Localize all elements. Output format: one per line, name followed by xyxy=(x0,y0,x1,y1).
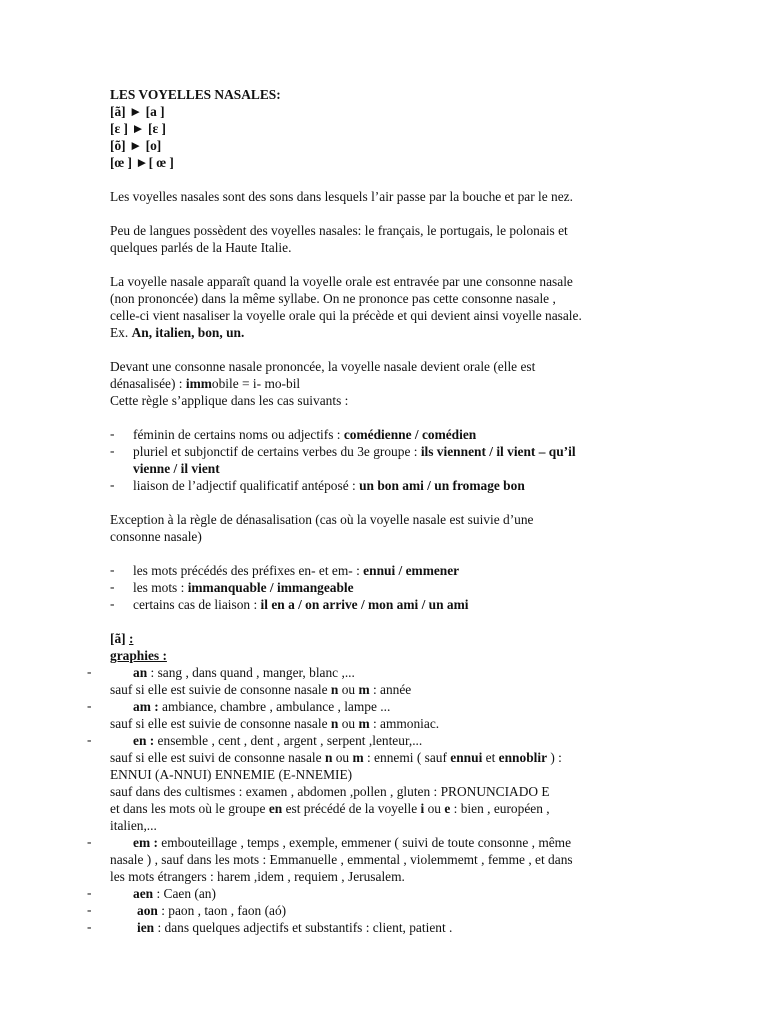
bullet-dash: - xyxy=(87,834,92,849)
graphie-label: am : xyxy=(133,699,159,714)
paragraph-line: nasale ) , sauf dans les mots : Emmanuelle , emmental , violemmemt , femme , et dans xyxy=(110,852,573,867)
graphie-item xyxy=(133,834,571,851)
section-heading xyxy=(110,630,133,647)
example-words: il en a / on arrive / mon ami / un ami xyxy=(260,597,469,612)
bullet-dash: - xyxy=(110,596,115,611)
paragraph-line: Exception à la règle de dénasalisation (cas où la voyelle nasale est suivie d’une xyxy=(110,512,534,527)
paragraph-line xyxy=(110,375,300,392)
example-label: Ex. xyxy=(110,325,132,340)
letter: e xyxy=(444,801,451,816)
text: ou xyxy=(332,750,353,765)
letter: m xyxy=(358,682,370,697)
letter: m xyxy=(358,716,370,731)
text: : année xyxy=(369,682,412,697)
text: les mots : xyxy=(133,580,188,595)
text: féminin de certains noms ou adjectifs : xyxy=(133,427,344,442)
paragraph-line: quelques parlés de la Haute Italie. xyxy=(110,240,292,255)
paragraph-line: celle-ci vient nasaliser la voyelle orale qui la précède et qui devient ainsi voyelle nasale. xyxy=(110,308,582,323)
exception-line xyxy=(110,715,439,732)
text: et xyxy=(482,750,499,765)
exception-line xyxy=(110,749,562,766)
exception-line: ENNUI (A-NNUI) ENNEMIE (E-NNEMIE) xyxy=(110,767,353,782)
example-words: An, italien, bon, un. xyxy=(131,325,245,340)
graphie-label: aen xyxy=(133,886,154,901)
graphie-item xyxy=(133,885,216,902)
graphie-item xyxy=(133,664,355,681)
graphie-label: em : xyxy=(133,835,158,850)
text: : bien , européen , xyxy=(450,801,550,816)
graphies-heading: graphies : xyxy=(110,648,167,663)
oral-vowel: [ɛ ] xyxy=(147,121,166,136)
text: ou xyxy=(424,801,445,816)
text: ou xyxy=(338,716,359,731)
bullet-dash: - xyxy=(110,579,115,594)
text: sauf si elle est suivie de consonne nasale xyxy=(110,682,331,697)
nasal-vowel: [œ ] xyxy=(110,155,132,170)
bullet-dash: - xyxy=(87,902,92,917)
text: pluriel et subjonctif de certains verbes du 3e groupe : xyxy=(133,444,421,459)
paragraph-line: Cette règle s’applique dans les cas suivants : xyxy=(110,393,349,408)
graphie-label: en : xyxy=(133,733,155,748)
graphie-item xyxy=(137,902,286,919)
text: : dans quelques adjectifs et substantifs : client, patient . xyxy=(154,920,453,935)
nasal-vowel: [ɛ ] xyxy=(110,121,128,136)
nasal-vowel: [õ] xyxy=(110,138,126,153)
arrow-icon: ► xyxy=(135,155,149,170)
text: : ammoniac. xyxy=(369,716,440,731)
text: : paon , taon , faon (aó) xyxy=(157,903,287,918)
vowel-pair xyxy=(110,154,174,171)
example-words: ennui / emmener xyxy=(363,563,460,578)
arrow-icon: ► xyxy=(131,121,145,136)
letter: n xyxy=(324,750,333,765)
exception-line xyxy=(110,800,550,817)
exception-line: sauf dans des cultismes : examen , abdomen ,pollen , gluten : PRONUNCIADO E xyxy=(110,784,550,799)
text: : ennemi ( sauf xyxy=(363,750,451,765)
bullet-dash: - xyxy=(87,732,92,747)
text: ensemble , cent , dent , argent , serpent ,lenteur,... xyxy=(154,733,423,748)
page-title: LES VOYELLES NASALES: xyxy=(110,87,281,102)
vowel-pair xyxy=(110,103,165,120)
paragraph: Les voyelles nasales sont des sons dans lesquels l’air passe par la bouche et par le nez. xyxy=(110,189,573,204)
letter: i xyxy=(420,801,425,816)
bullet-dash: - xyxy=(110,562,115,577)
text: ou xyxy=(338,682,359,697)
text: sauf si elle est suivi de consonne nasale xyxy=(110,750,325,765)
graphie-item xyxy=(137,919,452,936)
exception-line: italien,... xyxy=(110,818,157,833)
oral-vowel: [ œ ] xyxy=(148,155,174,170)
section-colon: : xyxy=(128,631,134,646)
list-item xyxy=(133,596,468,613)
paragraph-line: (non prononcée) dans la même syllabe. On ne prononce pas cette consonne nasale , xyxy=(110,291,556,306)
paragraph-line: Peu de langues possèdent des voyelles nasales: le français, le portugais, le polonais et xyxy=(110,223,568,238)
example-word: ennui xyxy=(450,750,483,765)
letter: n xyxy=(330,682,339,697)
vowel-pair xyxy=(110,137,161,154)
graphie-label: an xyxy=(133,665,148,680)
oral-vowel: [a ] xyxy=(145,104,165,119)
text: ) : xyxy=(547,750,562,765)
paragraph-line: les mots étrangers : harem ,idem , requiem , Jerusalem. xyxy=(110,869,405,884)
text: sauf si elle est suivie de consonne nasale xyxy=(110,716,331,731)
nasal-vowel: [ã] xyxy=(110,104,126,119)
bullet-dash: - xyxy=(110,477,115,492)
list-item xyxy=(133,579,354,596)
bold-letters: imm xyxy=(185,376,212,391)
graphie-label: ien xyxy=(137,920,155,935)
list-item xyxy=(133,426,476,443)
text: liaison de l’adjectif qualificatif antéposé : xyxy=(133,478,360,493)
graphie-item xyxy=(133,698,390,715)
list-item xyxy=(133,477,525,494)
example-words: comédienne / comédien xyxy=(343,427,477,442)
bullet-dash: - xyxy=(87,698,92,713)
graphie-item xyxy=(133,732,422,749)
list-item-continued: vienne / il vient xyxy=(133,461,220,476)
text: : sang , dans quand , manger, blanc ,... xyxy=(147,665,355,680)
graphie-label: aon xyxy=(137,903,158,918)
paragraph-line: Devant une consonne nasale prononcée, la voyelle nasale devient orale (elle est xyxy=(110,359,536,374)
letter: m xyxy=(352,750,364,765)
paragraph-line: La voyelle nasale apparaît quand la voyelle orale est entravée par une consonne nasale xyxy=(110,274,573,289)
arrow-icon: ► xyxy=(128,138,143,153)
vowel-pair xyxy=(110,120,166,137)
oral-vowel: [o] xyxy=(145,138,162,153)
bullet-dash: - xyxy=(87,885,92,900)
example-words: immanquable / immangeable xyxy=(187,580,354,595)
example-word: ennoblir xyxy=(498,750,548,765)
list-item xyxy=(133,443,576,460)
text: dénasalisée) : xyxy=(110,376,186,391)
example-words: ils viennent / il vient – qu’il xyxy=(420,444,576,459)
bullet-dash: - xyxy=(87,919,92,934)
bullet-dash: - xyxy=(110,443,115,458)
paragraph-line: consonne nasale) xyxy=(110,529,202,544)
exception-line xyxy=(110,681,411,698)
text: les mots précédés des préfixes en- et em- : xyxy=(133,563,364,578)
text: : Caen (an) xyxy=(153,886,216,901)
letter: en xyxy=(268,801,283,816)
text: embouteillage , temps , exemple, emmener ( suivi de toute consonne , même xyxy=(157,835,572,850)
text: et dans les mots où le groupe xyxy=(110,801,269,816)
text: est précédé de la voyelle xyxy=(282,801,421,816)
bullet-dash: - xyxy=(87,664,92,679)
arrow-icon: ► xyxy=(128,104,143,119)
section-symbol: [ã] xyxy=(110,631,126,646)
letter: n xyxy=(330,716,339,731)
text: obile = i- mo-bil xyxy=(211,376,301,391)
example-words: un bon ami / un fromage bon xyxy=(359,478,525,493)
example-line xyxy=(110,324,244,341)
list-item xyxy=(133,562,459,579)
bullet-dash: - xyxy=(110,426,115,441)
text: certains cas de liaison : xyxy=(133,597,261,612)
text: ambiance, chambre , ambulance , lampe ... xyxy=(158,699,391,714)
